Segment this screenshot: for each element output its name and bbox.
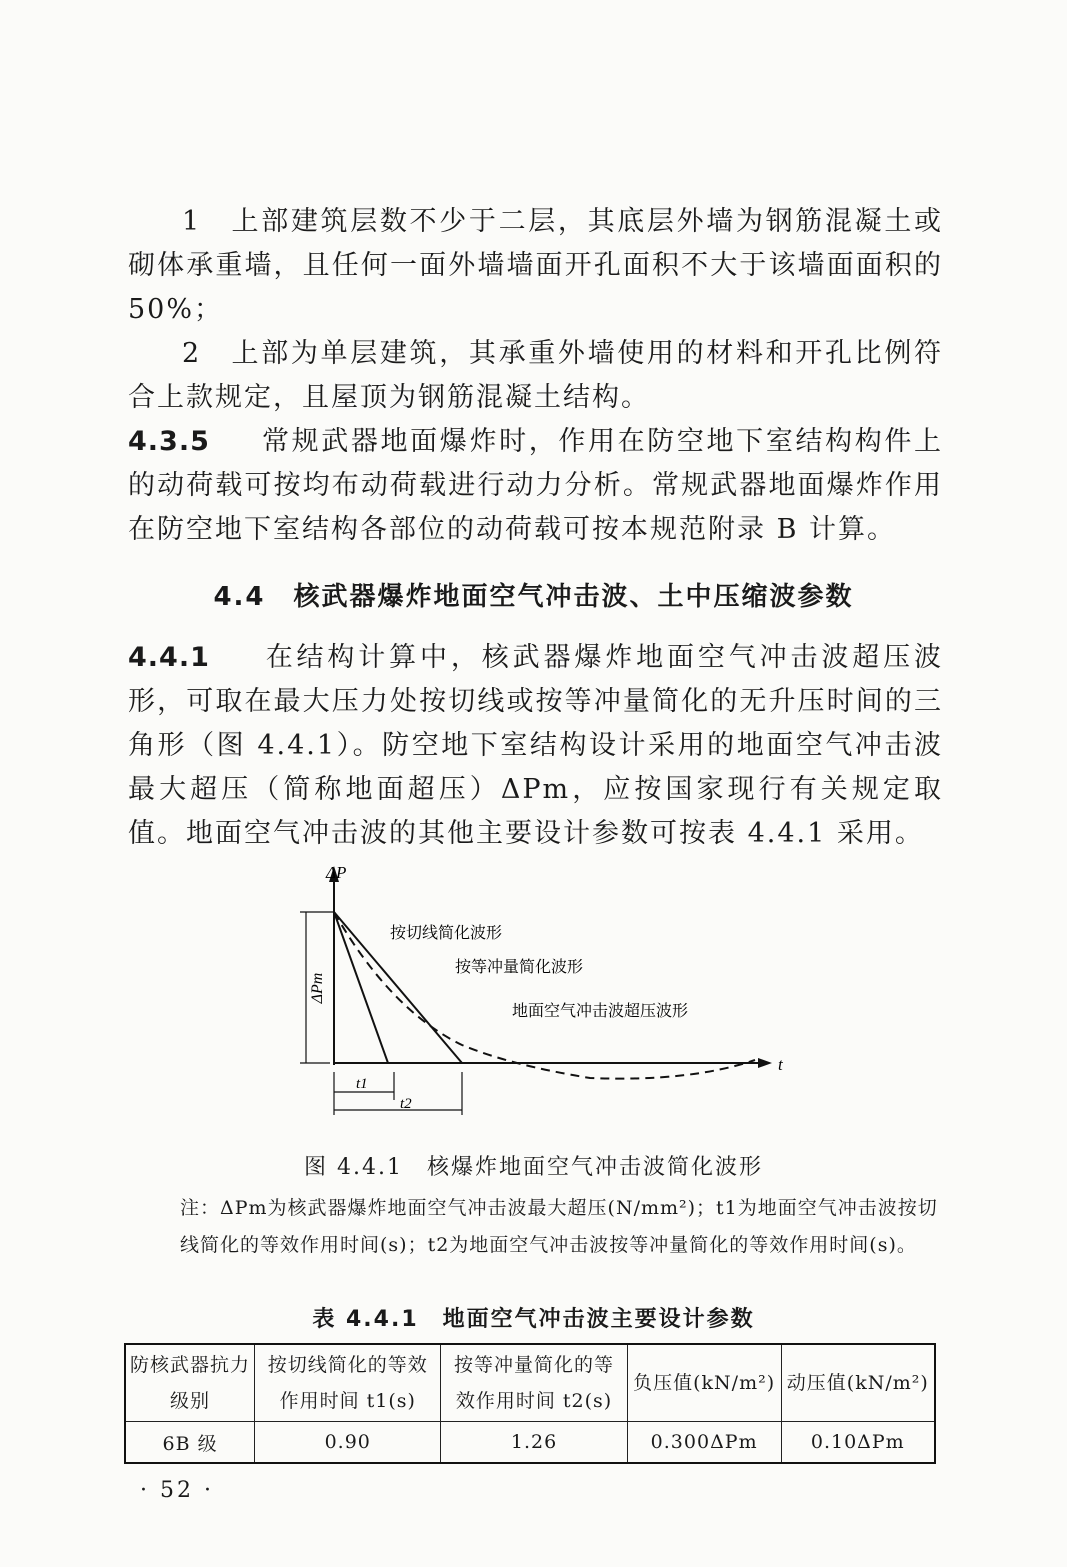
paragraph-item-2 xyxy=(128,332,943,420)
table-header-cell: 防核武器抗力级别 xyxy=(125,1344,255,1422)
table-cell: 0.90 xyxy=(255,1422,441,1464)
x-axis-arrow xyxy=(758,1058,772,1068)
table-header-cell: 负压值(kN/m²) xyxy=(627,1344,781,1422)
table-header-cell: 动压值(kN/m²) xyxy=(781,1344,935,1422)
figure-caption: 图 4.4.1 核爆炸地面空气冲击波简化波形 xyxy=(304,1155,763,1180)
y-axis-label: ΔP xyxy=(326,863,347,882)
table-cell: 6B 级 xyxy=(125,1422,255,1464)
table-row xyxy=(125,1422,935,1464)
table-cell: 1.26 xyxy=(441,1422,627,1464)
peak-label: ΔPm xyxy=(309,972,326,1004)
paragraph-item-1 xyxy=(128,200,943,332)
clause-4-3-5 xyxy=(128,420,943,552)
page-number: · 52 · xyxy=(140,1478,214,1503)
table-header-cell: 按切线简化的等效作用时间 t1(s) xyxy=(255,1344,441,1422)
table-cell: 0.300ΔPm xyxy=(627,1422,781,1464)
paragraph-text: 1 上部建筑层数不少于二层，其底层外墙为钢筋混凝土或砌体承重墙，且任何一面外墙墙面开孔面积不大于该墙面面积的 50%； xyxy=(128,206,943,325)
waveform-figure xyxy=(290,860,790,1120)
figure-note xyxy=(180,1190,945,1264)
label-tangent: 按切线简化波形 xyxy=(390,923,503,942)
table-header-row xyxy=(125,1344,935,1422)
clause-text: 常规武器地面爆炸时，作用在防空地下室结构构件上的动荷载可按均布动荷载进行动力分析。常规武器地面爆炸作用在防空地下室结构各部位的动荷载可按本规范附录 B 计算。 xyxy=(128,426,944,545)
parameter-table xyxy=(124,1343,936,1464)
t1-label: t1 xyxy=(356,1076,368,1092)
clause-text: 在结构计算中，核武器爆炸地面空气冲击波超压波形，可取在最大压力处按切线或按等冲量简化的无升压时间的三角形（图 4.4.1）。防空地下室结构设计采用的地面空气冲击波最大超压（简称地面超压）ΔPm，应按国家现行有关规定取值。地面空气冲击波的其他主要设计参数可按表 4.4.1 采用。 xyxy=(128,642,944,849)
paragraph-text: 2 上部为单层建筑，其承重外墙使用的材料和开孔比例符合上款规定，且屋顶为钢筋混凝土结构。 xyxy=(128,338,943,413)
clause-number: 4.4.1 xyxy=(128,642,210,673)
t2-label: t2 xyxy=(400,1096,412,1112)
clause-4-4-1 xyxy=(128,636,943,856)
tangent-line xyxy=(334,912,388,1063)
note-text: ΔPm为核武器爆炸地面空气冲击波最大超压(N/mm²)；t1为地面空气冲击波按切线简化的等效作用时间(s)；t2为地面空气冲击波按等冲量简化的等效作用时间(s)。 xyxy=(180,1197,938,1256)
label-impulse: 按等冲量简化波形 xyxy=(455,957,584,976)
table-header-cell: 按等冲量简化的等效作用时间 t2(s) xyxy=(441,1344,627,1422)
section-title: 4.4 核武器爆炸地面空气冲击波、土中压缩波参数 xyxy=(213,582,854,612)
table-cell: 0.10ΔPm xyxy=(781,1422,935,1464)
clause-number: 4.3.5 xyxy=(128,426,210,457)
note-prefix: 注： xyxy=(180,1197,221,1219)
x-axis-label: t xyxy=(778,1055,783,1074)
table-title: 表 4.4.1 地面空气冲击波主要设计参数 xyxy=(312,1307,755,1332)
label-actual: 地面空气冲击波超压波形 xyxy=(512,1001,689,1020)
